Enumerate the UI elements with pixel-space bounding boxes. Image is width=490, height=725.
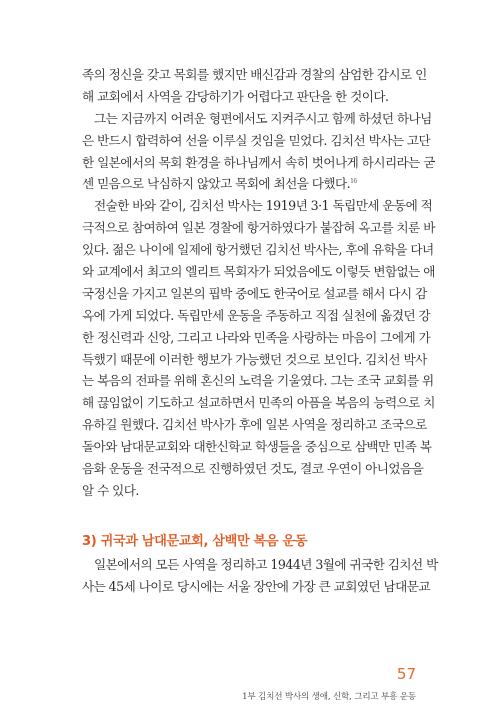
text-line: 국정신을 가지고 일본의 핍박 중에도 한국어로 설교를 해서 다시 감 (82, 285, 427, 301)
text-line: 전술한 바와 같이, 김치선 박사는 1919년 3·1 독립만세 운동에 적 (94, 198, 433, 214)
footnote-marker: 16 (350, 178, 357, 186)
text-line: 득했기 때문에 이러한 행보가 가능했던 것으로 보인다. 김치선 박사 (82, 351, 427, 367)
text-line: 는 복음의 전파를 위해 혼신의 노력을 기울였다. 그는 조국 교회를 위 (82, 373, 434, 389)
body-text (82, 64, 438, 598)
paragraph (82, 64, 427, 108)
paragraph (82, 554, 438, 598)
section-gap (82, 502, 412, 532)
text-line: 해 끊임없이 기도하고 설교하면서 민족의 아픔을 복음의 능력으로 치 (82, 395, 435, 411)
text-line: 그는 지금까지 어려운 형편에서도 지켜주시고 함께 하셨던 하나님 (94, 110, 432, 126)
text-line: 와 교계에서 최고의 엘리트 목회자가 되었음에도 이렇듯 변함없는 애 (82, 264, 435, 280)
text-line: 사는 45세 나이로 당시에는 서울 장안에 가장 큰 교회였던 남대문교 (82, 578, 431, 594)
text-line: 음화 운동을 전국적으로 진행하였던 것도, 결코 우연이 아니었음을 (82, 461, 424, 477)
text-line-with-footnote (82, 173, 412, 195)
text-line: 옥에 가게 되었다. 독립만세 운동을 주동하고 직접 실천에 옮겼던 강 (82, 307, 431, 323)
text-line: 해 교회에서 사역을 감당하기가 어렵다고 판단을 한 것이다. (82, 88, 389, 104)
text-line: 일본에서의 모든 사역을 정리하고 1944년 3월에 귀국한 김치선 박 (94, 556, 438, 572)
text-line: 은 반드시 합력하여 선을 이루실 것임을 믿었다. 김치선 박사는 고단 (82, 132, 431, 148)
text-line: 있다. 젊은 나이에 일제에 항거했던 김치선 박사는, 후에 유학을 다녀 (82, 242, 434, 258)
text-line: 유하길 원했다. 김치선 박사가 후에 일본 사역을 정리하고 조국으로 (82, 417, 427, 433)
text-line: 극적으로 참여하여 일본 경찰에 항거하였다가 붙잡혀 옥고를 치룬 바 (82, 220, 435, 236)
text-line: 돌아와 남대문교회와 대한신학교 학생들을 중심으로 삼백만 민족 복 (82, 439, 432, 455)
page-number: 57 (396, 665, 416, 683)
running-footer: 1부 김치선 박사의 생애, 신학, 그리고 부흥 운동 (242, 692, 416, 702)
text-line: 한 정신력과 신앙, 그리고 나라와 민족을 사랑하는 마음이 그에게 가 (82, 329, 431, 345)
text-line-content: 센 믿음으로 낙심하지 않았고 목회에 최선을 다했다. (82, 176, 351, 192)
text-line: 알 수 있다. (82, 482, 139, 498)
paragraph (82, 108, 435, 196)
text-line: 족의 정신을 갖고 목회를 했지만 배신감과 경찰의 삼엄한 감시로 인 (82, 67, 427, 82)
paragraph (82, 195, 435, 501)
text-line: 한 일본에서의 목회 환경을 하나님께서 속히 벗어나게 하시리라는 굳 (82, 154, 435, 170)
section-heading: 3) 귀국과 남대문교회, 삼백만 복음 운동 (82, 533, 308, 549)
